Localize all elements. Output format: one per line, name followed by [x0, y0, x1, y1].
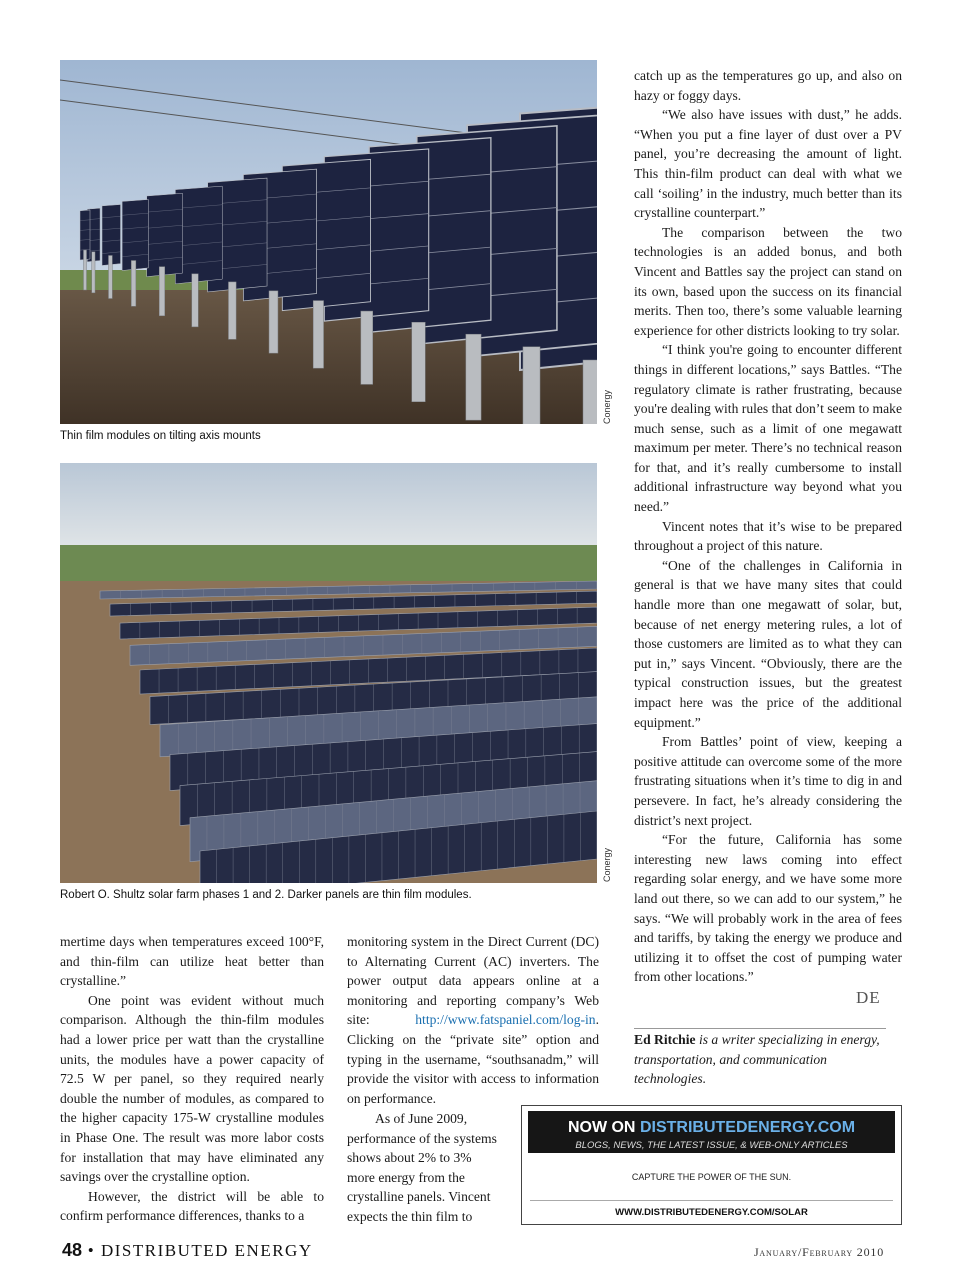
ad-divider	[530, 1200, 893, 1201]
caption-figure-1: Thin film modules on tilting axis mounts	[60, 430, 261, 442]
ad-headline-site: DISTRIBUTEDENERGY.COM	[639, 1119, 856, 1136]
end-mark: DE	[856, 988, 881, 1007]
mount-post-shape	[92, 252, 95, 293]
paragraph: Vincent notes that it’s wise to be prepared throughout a project of this nature.	[634, 518, 902, 554]
text-column-middle-continued	[347, 1109, 502, 1227]
author-name: Ed Ritchie	[634, 1032, 696, 1047]
ad-tagline: CAPTURE THE POWER OF THE SUN.	[631, 1172, 792, 1182]
paragraph: “I think you're going to encounter different things in different locations,” says Battles. “The regulatory climate is rather frustrating, because you're dealing with rules that don’t seem to make much sense, such as a limit of one megawatt maximum per meter. There’s no technical reason for that, and it’s really cumbersome to install additional infrastructure way beyond what you need.”	[634, 342, 902, 515]
solar-panel-shape	[122, 199, 148, 270]
paragraph: “For the future, California has some interesting new laws coming into effect regarding solar energy, and we have some more land out there, so we can add to our system,” he says. “We will probably work in the area of fees and tariffs, by taking the energy we produce and utilizing it to offset the cost of pumping water from other locations.”	[634, 832, 902, 985]
ad-url-link[interactable]: WWW.DISTRIBUTEDENERGY.COM/SOLAR	[615, 1207, 808, 1218]
paragraph: From Battles’ point of view, keeping a positive attitude can overcome some of the more frustrating situations when it’s time to dig in and persevere. In fact, he’s already considering the district’s next project.	[634, 734, 902, 828]
mount-post-shape	[192, 274, 198, 327]
mount-post-shape	[228, 282, 236, 339]
paragraph: The comparison between the two technologies is an added bonus, and both Vincent and Battles say the project can stand on its own, based upon the success on its financial merits. Then too, there’s some valuable learning experience for other districts looking to try solar.	[634, 224, 902, 338]
author-bio	[634, 1030, 896, 1089]
caption-figure-2: Robert O. Shultz solar farm phases 1 and 2. Darker panels are thin film modules.	[60, 889, 472, 901]
paragraph: “We also have issues with dust,” he adds. “When you put a fine layer of dust over a PV panel, you’re decreasing the amount of light. This thin-film product can deal with what we call ‘soiling’ in the industry, much better than its crystalline counterpart.”	[634, 107, 902, 221]
paragraph: One point was evident without much comparison. Although the thin-film modules had a lower price per watt than the crystalline units, the modules have a power capacity of 72.5 W per panel, so they required nearly double the number of modules, as compared to the higher capacity 175-W crystalline modules in Phase One. The result was more labor costs for installation that may have eliminated any savings over the crystalline option.	[60, 992, 324, 1185]
mount-post-shape	[523, 347, 540, 424]
fatspaniel-link[interactable]: http://www.fatspaniel.com/log-in	[415, 1012, 596, 1028]
mount-post-shape	[583, 360, 597, 424]
text-column-left	[60, 932, 324, 1226]
photo-solar-farm-aerial	[60, 463, 597, 883]
paragraph: catch up as the temperatures go up, and also on hazy or foggy days.	[634, 68, 902, 103]
photo-credit-2: Conergy	[602, 847, 612, 882]
paragraph	[347, 932, 599, 1108]
paragraph: As of June 2009, performance of the systems shows about 2% to 3% more energy from the crystalline panels. Vincent expects the thin film to	[347, 1111, 497, 1224]
photo-credit-1: Conergy	[602, 389, 612, 424]
ad-subline: BLOGS, NEWS, THE LATEST ISSUE, & WEB-ONLY ARTICLES	[575, 1140, 848, 1151]
photo-thin-film-modules	[60, 60, 597, 424]
mount-post-shape	[108, 256, 112, 299]
footer-folio	[62, 1240, 313, 1261]
text-column-middle	[347, 932, 599, 1108]
paragraph: “One of the challenges in California in general is that we have many sites that could handle more than one megawatt of solar, but, because of net energy metering rules, a lot of those customers are limited as to what they can put in,” says Vincent. “Obviously, there are the typical construction issues, but the greatest impact here was the price of the additional equipment.”	[634, 557, 902, 730]
paragraph: mertime days when temperatures exceed 100°F, and thin-film can utilize heat better than crystalline.”	[60, 934, 324, 989]
mount-post-shape	[412, 322, 426, 401]
page-number: 48	[62, 1240, 83, 1260]
footer-bullet: •	[87, 1241, 96, 1260]
ad-headline-prefix: NOW ON	[567, 1119, 640, 1136]
paragraph-text: . Clicking on the “private site” option and typing in the username, “southsanadm,” will provide the visitor with access to information on performance.	[347, 1012, 599, 1106]
magazine-name: DISTRIBUTED ENERGY	[100, 1241, 313, 1260]
mount-post-shape	[159, 267, 164, 316]
bio-divider	[634, 1028, 886, 1029]
mount-post-shape	[313, 301, 323, 369]
mount-post-shape	[466, 334, 481, 420]
mount-post-shape	[269, 291, 278, 353]
solar-panel-shape	[147, 193, 183, 276]
mount-post-shape	[361, 311, 373, 384]
paragraph-text: monitoring system in the Direct Current (DC) to Alternating Current (AC) inverters. The power output data appears online at a monitoring and reporting company’s Web site:	[347, 934, 599, 1028]
issue-date: January/February 2010	[753, 1245, 884, 1259]
mount-post-shape	[84, 250, 87, 290]
paragraph: However, the district will be able to confirm performance differences, thanks to a	[60, 1188, 324, 1224]
author-description: is a writer specializing in energy, transportation, and communication technologies.	[634, 1032, 880, 1087]
text-column-right	[634, 66, 902, 987]
mount-post-shape	[131, 261, 136, 307]
website-ad[interactable]	[521, 1105, 902, 1225]
